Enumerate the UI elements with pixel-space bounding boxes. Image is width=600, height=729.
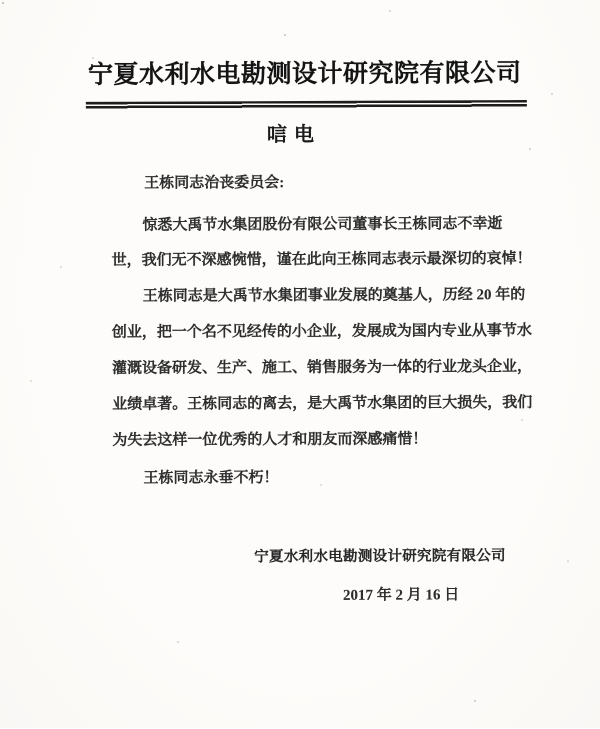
signature-org-name: 宁夏水利水电勘测设计研究院有限公司 <box>254 548 506 566</box>
paragraph-2-line-5: 为失去这样一位优秀的人才和朋友而深感痛惜！ <box>112 431 428 449</box>
paragraph-2-line-4: 业绩卓著。王栋同志的离去，是大禹节水集团的巨大损失，我们 <box>112 394 533 413</box>
letter-date: 2017 年 2 月 16 日 <box>342 587 460 604</box>
salutation-line: 王栋同志治丧委员会: <box>144 175 285 192</box>
scan-noise-speckles <box>0 0 2 2</box>
paragraph-2-line-2: 创业，把一个名不见经传的小企业，发展成为国内专业从事节水 <box>111 322 532 341</box>
paragraph-1-line-1: 惊悉大禹节水集团股份有限公司董事长王栋同志不幸逝 <box>142 216 503 234</box>
letterhead-double-rule <box>86 100 527 109</box>
document-type-title: 唁 电 <box>266 123 316 147</box>
paragraph-2-line-1: 王栋同志是大禹节水集团事业发展的奠基人，历经 20 年的 <box>142 287 526 305</box>
paragraph-1-line-2: 世，我们无不深感惋惜，谨在此向王栋同志表示最深切的哀悼！ <box>111 250 532 269</box>
paragraph-3-line-1: 王栋同志永垂不朽！ <box>143 470 279 487</box>
letterhead-org-title: 宁夏水利水电勘测设计研究院有限公司 <box>87 60 522 89</box>
paragraph-2-line-3: 灌溉设备研发、生产、施工、销售服务为一体的行业龙头企业， <box>111 358 533 377</box>
